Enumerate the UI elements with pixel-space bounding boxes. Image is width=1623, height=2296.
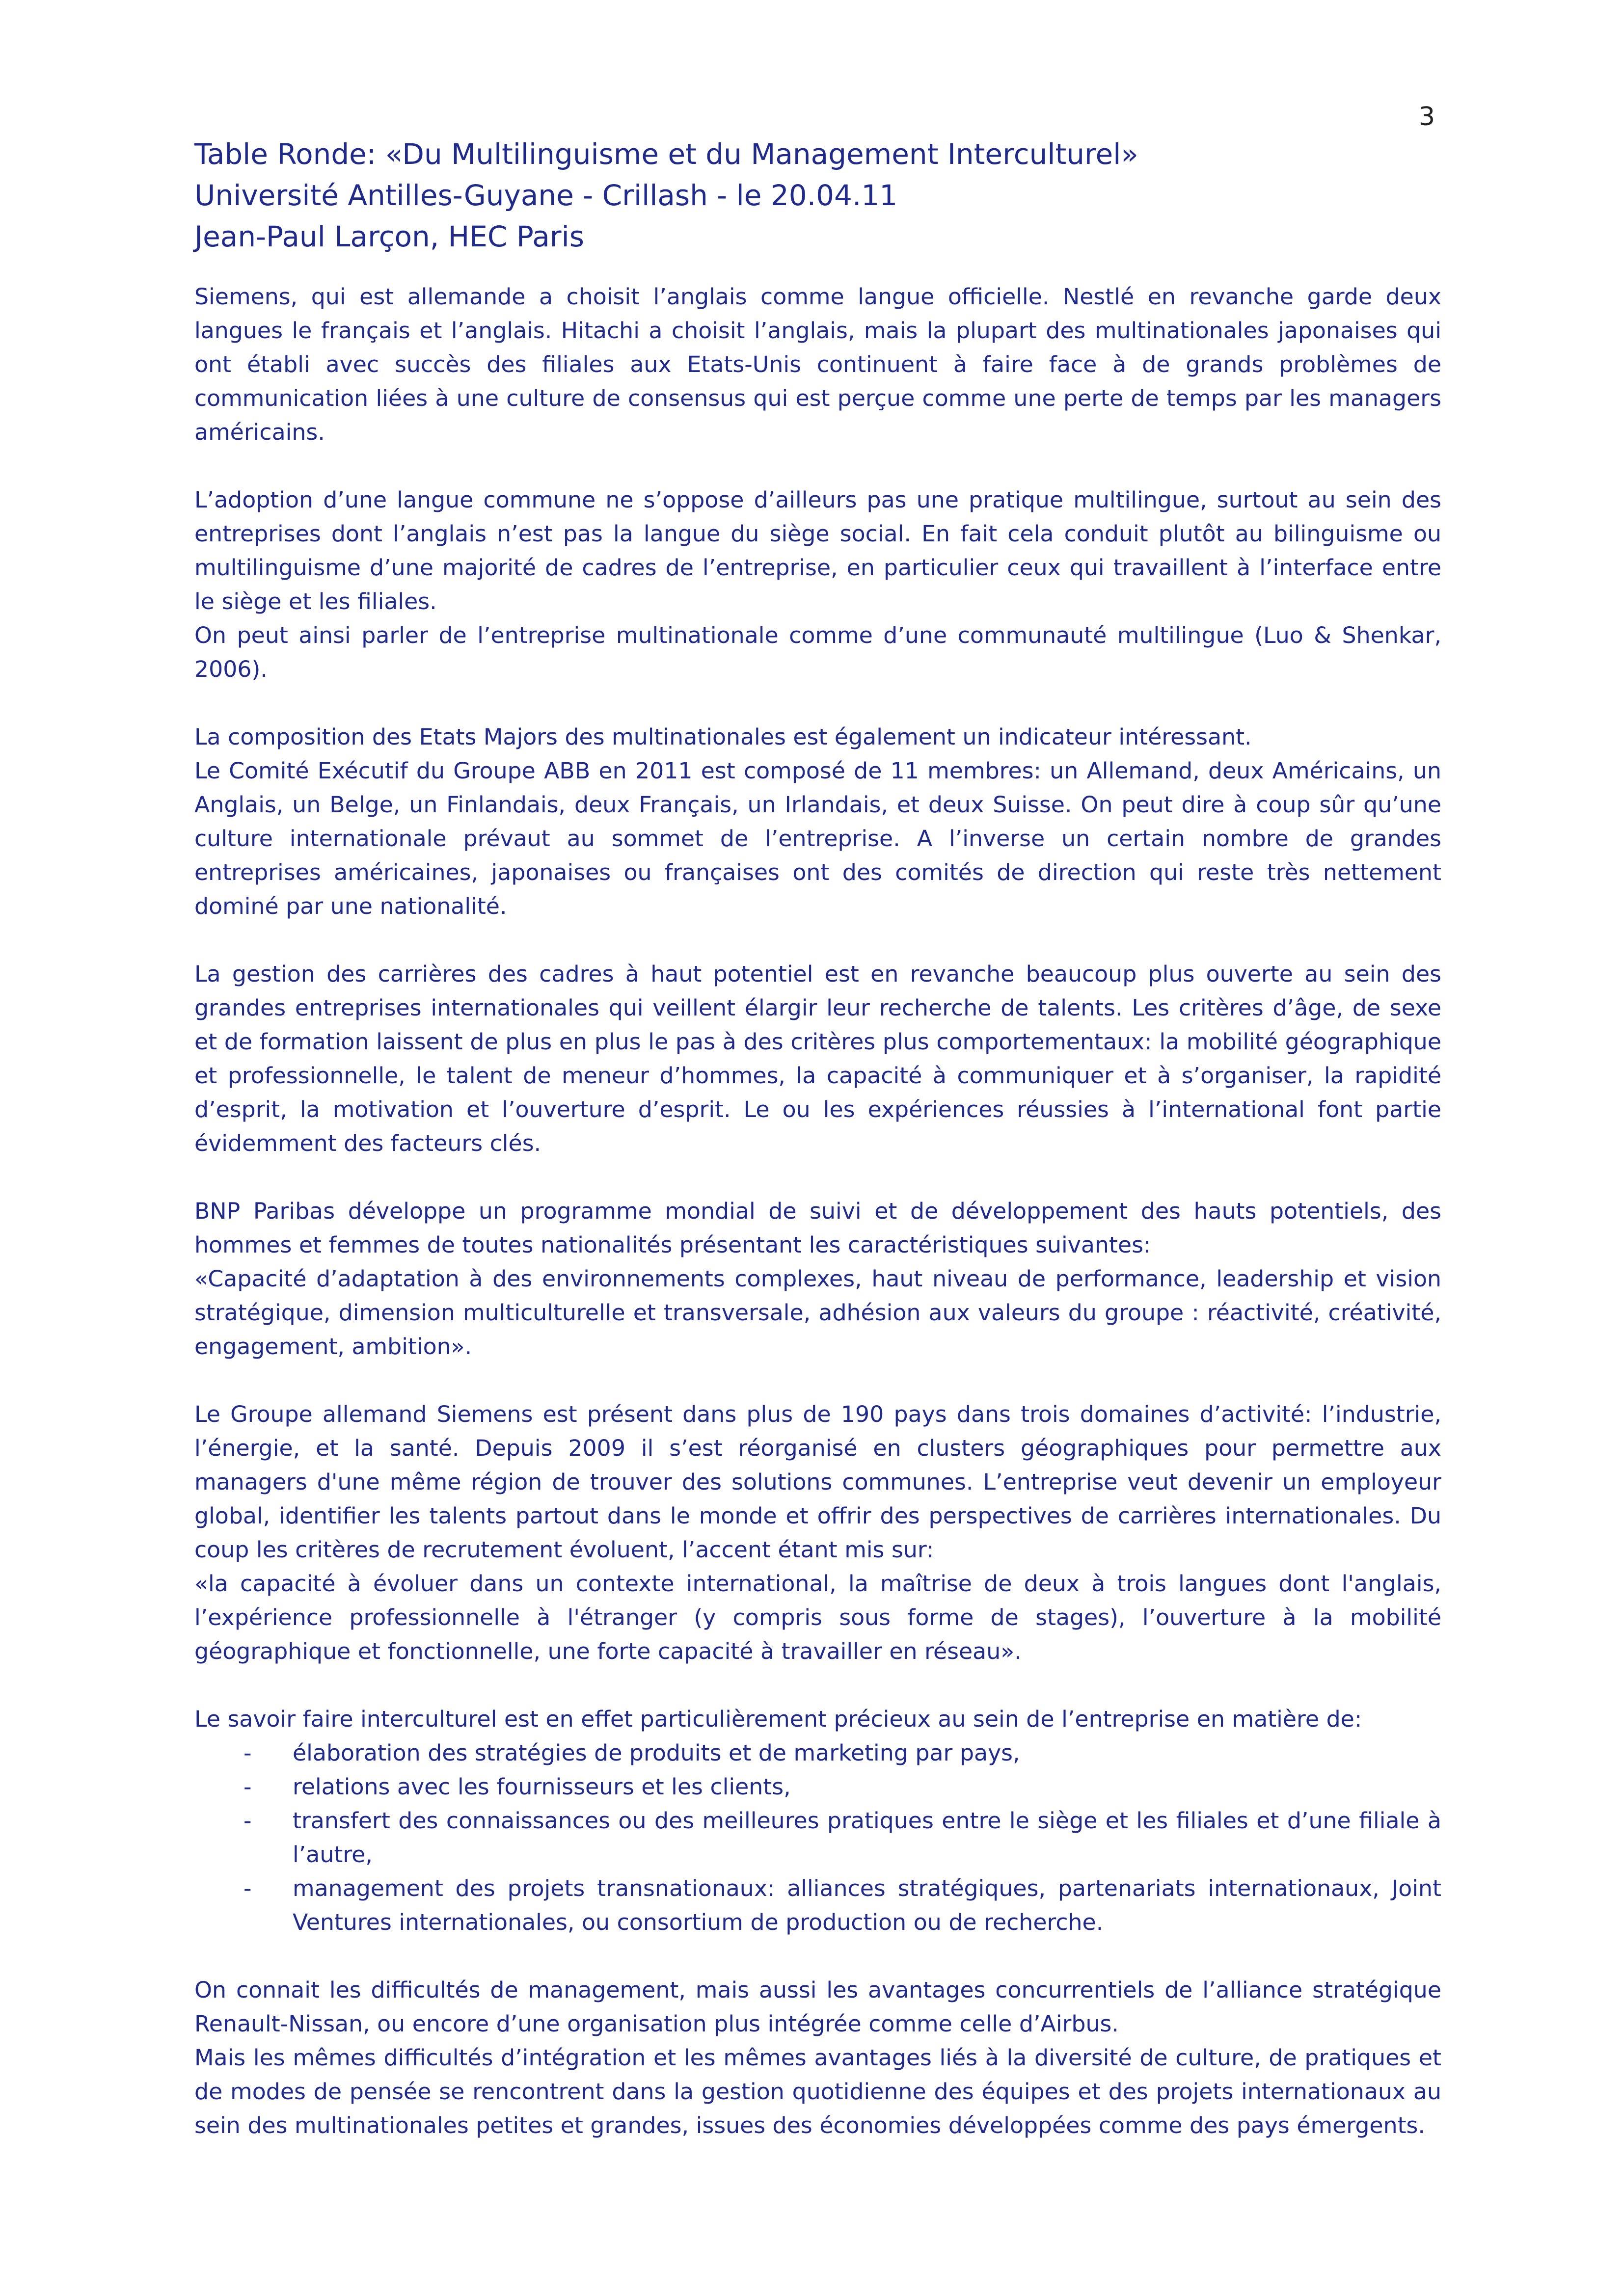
dash-list [194, 1736, 1441, 1939]
list-item-text: relations avec les fournisseurs et les clients, [293, 1773, 791, 1800]
paragraph-gap [194, 1668, 1441, 1702]
paragraph-gap [194, 449, 1441, 483]
header-title: Table Ronde: «Du Multilinguisme et du Management Interculturel» [194, 137, 1138, 171]
dash-bullet: - [243, 1739, 252, 1766]
paragraph: Siemens, qui est allemande a choisit l’anglais comme langue officielle. Nestlé en revanche garde deux langues le français et l’anglais. Hitachi a choisit l’anglais, mais la plupart des multinationales japonaises qui ont établi avec succès des filiales aux Etats-Unis continuent à faire face à de grands problèmes de communication liées à une culture de consensus qui est perçue comme une perte de temps par les managers américains. [194, 283, 1441, 445]
list-item-text: management des projets transnationaux: alliances stratégiques, partenariats internationaux, Joint Ventures internationales, ou consortium de production ou de recherche. [293, 1875, 1441, 1935]
dash-bullet: - [243, 1875, 252, 1901]
quote-paragraph: «Capacité d’adaptation à des environnements complexes, haut niveau de performance, leadership et vision stratégique, dimension multiculturelle et transversale, adhésion aux valeurs du groupe : réactivité, créativité, engagement, ambition». [194, 1265, 1441, 1360]
quote-paragraph: «la capacité à évoluer dans un contexte international, la maîtrise de deux à trois langues dont l'anglais, l’expérience professionnelle à l'étranger (y compris sous forme de stages), l’ouverture à la mobilité géographique et fonctionnelle, une forte capacité à travailler en réseau». [194, 1570, 1441, 1664]
paragraph: L’adoption d’une langue commune ne s’oppose d’ailleurs pas une pratique multilingue, surtout au sein des entreprises dont l’anglais n’est pas la langue du siège social. En fait cela conduit plutôt au bilinguisme ou multilinguisme d’une majorité de cadres de l’entreprise, en particulier ceux qui travaillent à l’interface entre le siège et les filiales. [194, 486, 1441, 614]
paragraph: Le savoir faire interculturel est en effet particulièrement précieux au sein de l’entreprise en matière de: [194, 1706, 1362, 1732]
paragraph-gap [194, 1363, 1441, 1397]
document-body [194, 280, 1441, 2142]
paragraph: On peut ainsi parler de l’entreprise multinationale comme d’une communauté multilingue (Luo & Shenkar, 2006). [194, 622, 1441, 682]
document-header [194, 133, 1138, 257]
paragraph-gap [194, 1160, 1441, 1194]
header-author: Jean-Paul Larçon, HEC Paris [194, 220, 584, 253]
list-item [194, 1804, 1441, 1871]
list-item [194, 1871, 1441, 1939]
list-item-text: élaboration des stratégies de produits et de marketing par pays, [293, 1739, 1020, 1766]
paragraph-gap [194, 686, 1441, 720]
list-item [194, 1736, 1441, 1770]
paragraph-gap [194, 1939, 1441, 1973]
paragraph: La composition des Etats Majors des multinationales est également un indicateur intéressant. [194, 723, 1252, 750]
paragraph: Mais les mêmes difficultés d’intégration et les mêmes avantages liés à la diversité de culture, de pratiques et de modes de pensée se rencontrent dans la gestion quotidienne des équipes et des projets internationaux au sein des multinationales petites et grandes, issues des économies développées comme des pays émergents. [194, 2044, 1441, 2138]
header-venue: Université Antilles-Guyane - Crillash - le 20.04.11 [194, 179, 898, 212]
paragraph: La gestion des carrières des cadres à haut potentiel est en revanche beaucoup plus ouverte au sein des grandes entreprises internationales qui veillent élargir leur recherche de talents. Les critères d’âge, de sexe et de formation laissent de plus en plus le pas à des critères plus comportementaux: la mobilité géographique et professionnelle, le talent de meneur d’hommes, la capacité à communiquer et à s’organiser, la rapidité d’esprit, la motivation et l’ouverture d’esprit. Le ou les expériences réussies à l’international font partie évidemment des facteurs clés. [194, 961, 1441, 1156]
paragraph: On connait les difficultés de management, mais aussi les avantages concurrentiels de l’alliance stratégique Renault-Nissan, ou encore d’une organisation plus intégrée comme celle d’Airbus. [194, 1976, 1441, 2037]
paragraph: BNP Paribas développe un programme mondial de suivi et de développement des hauts potentiels, des hommes et femmes de toutes nationalités présentant les caractéristiques suivantes: [194, 1198, 1441, 1258]
dash-bullet: - [243, 1807, 252, 1834]
paragraph-gap [194, 923, 1441, 957]
paragraph: Le Groupe allemand Siemens est présent dans plus de 190 pays dans trois domaines d’activité: l’industrie, l’énergie, et la santé. Depuis 2009 il s’est réorganisé en clusters géographiques pour permettre aux managers d'une même région de trouver des solutions communes. L’entreprise veut devenir un employeur global, identifier les talents partout dans le monde et offrir des perspectives de carrières internationales. Du coup les critères de recrutement évoluent, l’accent étant mis sur: [194, 1401, 1441, 1563]
paragraph: Le Comité Exécutif du Groupe ABB en 2011 est composé de 11 membres: un Allemand, deux Américains, un Anglais, un Belge, un Finlandais, deux Français, un Irlandais, et deux Suisse. On peut dire à coup sûr qu’une culture internationale prévaut au sommet de l’entreprise. A l’inverse un certain nombre de grandes entreprises américaines, japonaises ou françaises ont des comités de direction qui reste très nettement dominé par une nationalité. [194, 757, 1441, 919]
dash-bullet: - [243, 1773, 252, 1800]
list-item [194, 1770, 1441, 1804]
list-item-text: transfert des connaissances ou des meilleures pratiques entre le siège et les filiales et d’une filiale à l’autre, [293, 1807, 1441, 1868]
page-number: 3 [1419, 102, 1435, 132]
